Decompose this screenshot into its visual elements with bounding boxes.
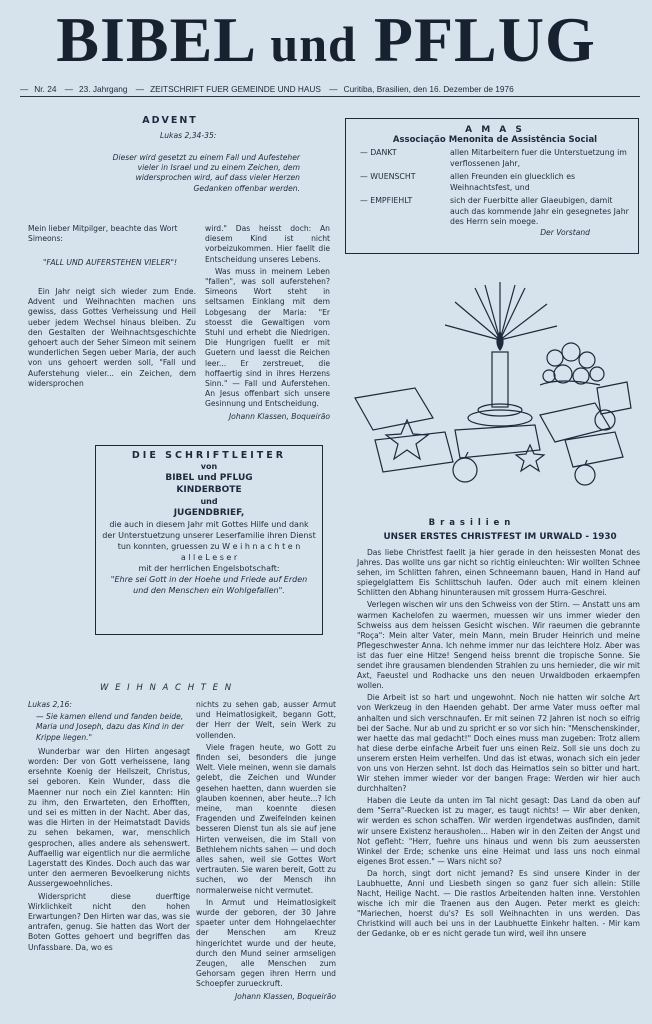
christfest-region: B r a s i l i e n (428, 518, 512, 528)
issue-number: Nr. 24 (34, 84, 57, 94)
weihnachten-reference: Lukas 2,16: (28, 700, 72, 709)
amas-row-key: — DANKT (360, 148, 397, 157)
christfest-p5: Da horch, singt dort nicht jemand? Es sind unsere Kinder in der Laubhuette, Anni und Liesbeth singen so ganz fuer sich allein: Stille Nacht, Heilige Nacht. — Die rastlos Arbeitenden halten inne. Verstohlen wische ich mir die Traenen aus den Augen. Peter merkt es gleich: "Mariechen, hoerst du's? Es soll Weihnachten in uns werden. Das Christkind will auch bei uns in der Laubhuette Einkehr halten. - Mir kam der Gedanke, ob er es nicht gerade tun wird, weil ihn unsere (357, 868, 640, 939)
schriftleiter-pub1: BIBEL und PFLUG (165, 473, 253, 483)
christfest-title: UNSER ERSTES CHRISTFEST IM URWALD - 1930 (383, 532, 617, 542)
christfest-p1: Das liebe Christfest faellt ja hier gerade in den heissesten Monat des Jahres. Das wollte uns gar nicht so richtig einleuchten: Wir wollten Schnee sehen, im Schlitten fahren, einen Schneemann bauen, Hand in Hand auf spiegelglattem Eis Schlittschuh laufen. Oder auch mit einem kleinen Schlitten den Abhang hinunterausen mit grossem Hurra-Geschrei. (357, 548, 640, 598)
masthead-bibel: BIBEL (56, 4, 254, 75)
amas-row-wuenscht (360, 172, 630, 193)
amas-row-text: allen Freunden ein gluecklich es Weihnachtsfest, und (450, 172, 576, 192)
weihnachten-col2-p2: Viele fragen heute, wo Gott zu finden sei, besonders die junge Welt. Viele meinen, wenn sie damals gelebt, die Zeichen und Wunder gesehen haetten, dann wuerden sie glauben koennen, aber heute...? Ich meine, man koennte diesen Fragenden und Zweifelnden keinen besseren Dienst tun als sie auf jene Hirten verweisen, die im Stall von Bethlehem nichts sahen — und doch alles sahen, weil sie Gottes Wort vertrauten. Sie waren bereit, Gott zu suchen, wo der Mensch ihn normalerweise nicht vermutet. (196, 742, 336, 895)
weihnachten-col2-p3: In Armut und Heimatlosigkeit wurde der geboren, der 30 Jahre spaeter unter dem Hohngelaechter der Menschen am Kreuz hingerichtet wurde und der heute, durch den Mund seiner armseligen Zeugen, alle Menschen zum Gehorsam gegen ihren Herrn und Schoepfer zurueckruft. (196, 897, 336, 989)
schriftleiter-body2: a l l e L e s e r (180, 553, 238, 562)
christmas-illustration (335, 280, 635, 505)
flowers-icon (540, 343, 604, 385)
advent-quote: Dieser wird gesetzt zu einem Fall und Aufesteher vieler in Israel und zu einem Zeichen, dem widersprochen wird, auf dass vieler Herzen Gedanken offenbar werden. (112, 153, 300, 193)
masthead (0, 4, 652, 76)
masthead-pflug: PFLUG (373, 4, 596, 75)
amas-row-key: — EMPFIEHLT (360, 196, 413, 205)
candle-icon (468, 332, 532, 426)
amas-signature: Der Vorstand (540, 227, 590, 237)
masthead-und: und (270, 16, 357, 72)
advent-motto: "FALL UND AUFERSTEHEN VIELER"! (42, 258, 178, 267)
advent-heading: ADVENT (142, 115, 198, 126)
advent-col2-p1: wird." Das heisst doch: An diesem Kind ist nicht vorbeizukommen. Hier faellt die Entscheidung unseres Lebens. (205, 224, 330, 264)
issue-subtitle: ZEITSCHRIFT FUER GEMEINDE UND HAUS (150, 84, 321, 94)
schriftleiter-body3: mit der herrlichen Engelsbotschaft: (138, 564, 280, 573)
weihnachten-col2-p1: nichts zu sehen gab, ausser Armut und Heimatlosigkeit, begann Gott, der Herr der Welt, sein Werk zu vollenden. (196, 700, 336, 740)
weihnachten-quote: — Sie kamen eilend und fanden beide, Maria und Joseph, dazu das Kind in der Krippe liegen." (36, 712, 184, 742)
amas-row-empfiehlt (360, 196, 630, 228)
weihnachten-col1-p2: Widerspricht diese duerftige Wirklichkeit nicht den hohen Erwartungen? Den Hirten war das, was sie antrafen, genug. Sie hatten das Wort der Boten Gottes gehoert und begriffen das Unfassbare. Da, wo es (28, 891, 190, 952)
amas-row-text: allen Mitarbeitern fuer die Unterstuetzung im verflossenen Jahr, (450, 148, 627, 168)
advent-col1 (28, 287, 196, 391)
christfest-p3: Die Arbeit ist so hart und ungewohnt. Noch nie hatten wir solche Art von Werkzeug in den Haenden gehabt. Der arme Vater muss oefter mal anhalten und sich verschnaufen. Er mit seinen 72 Jahren ist noch so eifrig bei der Sache. Nur ab und zu spricht er so vor sich hin: "Menschenskinder, wer haette das mal gedacht!" Doch eines muss man zugeben: Trotz allem hat diese derbe einfache Arbeit fuer uns einen Reiz. Soll sie uns doch zu unserem ersten Heim verhelfen. Und das ist etwas, wonach sich ein jeder von uns von Herzen sehnt. Ist doch das Heimatlos sein so bitter und hart. Wir stehen immer wieder vor der bangen Frage: Werden wir hier auch durchhalten? (357, 693, 640, 794)
star-rays (445, 282, 557, 340)
schriftleiter-pub2: KINDERBOTE (176, 485, 242, 495)
weihnachten-col2 (196, 700, 336, 1002)
amas-row-key: — WUENSCHT (360, 172, 416, 181)
amas-subtitle: Associação Menonita de Assistência Social (392, 135, 598, 145)
issue-place-date: Curitiba, Brasilien, den 16. Dezember de 1976 (343, 84, 514, 94)
amas-box (345, 118, 639, 254)
advent-salutation: Mein lieber Mitpilger, beachte das Wort Simeons: (28, 224, 178, 244)
schriftleiter-body1: die auch in diesem Jahr mit Gottes Hilfe und dank der Unterstuetzung unserer Leserfamilie ihren Dienst tun konnten, gruessen zu W e i h n a c h t e n (102, 520, 316, 551)
advent-col1-p1: Ein Jahr neigt sich wieder zum Ende. Advent und Weihnachten machen uns gewiss, dass Gottes Verheissung und Heil ueber jedem Wechsel hinaus bleiben. Zu den Gestalten der Weihnachtsgeschichte gehoert auch der Seher Simeon mit seinem wunderlichen Segen ueber Maria, der auch von uns gehoert werden soll, "Fall und Auferstehung vieler... ein Zeichen, dem widersprochen (28, 287, 196, 388)
advent-col2-p2: Was muss in meinem Leben "fallen", was soll auferstehen? Simeons Wort steht in seltsamen Einklang mit dem Lobgesang der Maria: "Er stoesst die Gewaltigen vom Stuhl und erhebt die Niedrigen. Die Hungrigen fuellt er mit Guetern und laesst die Reichen leer... Er zerstreuet, die hoffaertig sind in ihres Herzens Sinn." — Fall und Auferstehen. An Jesus offenbart sich unsere Gesinnung und Entscheidung. (205, 266, 330, 409)
amas-title: A M A S (465, 125, 525, 135)
christfest-p4: Haben die Leute da unten im Tal nicht gesagt: Das Land da oben auf dem "Serra"-Ruecken ist zu mager, es taugt nichts! — Wir aber denken, wir werden es schon schaffen. Wir werden irgendetwas ausfinden, damit wir unsere Existenz herausholen... Haben wir in den Zeiten der Angst und Not gefleht: "Herr, fuehre uns hinaus und wenn bis zum aeussersten Winkel der Erde; schenke uns eine Heimat und lass uns noch einmal eigenes Brot essen." — Wars nicht so? (357, 796, 640, 866)
star-decoration-icon (386, 420, 544, 471)
advent-signature: Johann Klassen, Boqueirão (228, 411, 330, 421)
issue-line: — Nr. 24 — 23. Jahrgang — ZEITSCHRIFT FUER GEMEINDE UND HAUS — Curitiba, Brasilien, den 16. Dezember de 1976 (20, 84, 640, 97)
schriftleiter-von: von (200, 462, 218, 471)
schriftleiter-und: und (200, 497, 218, 506)
amas-row-dankt (360, 148, 630, 169)
advent-reference: Lukas 2,34-35: (160, 131, 217, 140)
schriftleiter-quote: "Ehre sei Gott in der Hoehe und Friede auf Erden und den Menschen ein Wohlgefallen". (110, 575, 308, 595)
amas-row-text: sich der Fuerbitte aller Glaeubigen, damit auch das kommende Jahr ein gesegnetes Jahr des Herrn sein moege. (450, 196, 629, 226)
schriftleiter-box (95, 445, 323, 635)
advent-col2 (205, 224, 330, 422)
weihnachten-col1 (28, 700, 190, 955)
weihnachten-signature: Johann Klassen, Boqueirão (234, 991, 336, 1001)
schriftleiter-pub3: JUGENDBRIEF, (173, 508, 245, 518)
weihnachten-col1-p1: Wunderbar war den Hirten angesagt worden: Der von Gott verheissene, lang ersehnte Koenig der Heilszeit, Christus, sei geboren. Kein Wunder, dass die Maenner nur noch ein Ziel kannten: Hin zu ihm, den Erwarteten, den Erhofften, und sei es mitten in der Nacht. Aber das, was die Hirten in der Heimatstadt Davids zu sehen bekamen, war, menschlich gesprochen, alles andere als sehenswert. Auffaellig war eigentlich nur die aermliche Lagerstatt des Kindes. Doch auch das war unter den aermeren Bevoelkerung nichts Aussergewoehnliches. (28, 746, 190, 889)
issue-volume: 23. Jahrgang (79, 84, 128, 94)
weihnachten-heading: W E I H N A C H T E N (100, 683, 234, 693)
christfest-p2: Verlegen wischen wir uns den Schweiss von der Stirn. — Anstatt uns am warmen Kachelofen zu waermen, muessen wir uns immer wieder den Schweiss aus dem heissen Gesicht wischen. Wir raeumen die gebrannte "Roça": Mein alter Vater, mein Mann, mein Bruder Heinrich und meine Pflegeschwester Anna. Ich nehme immer nur das leichtere Holz. Aber was ist das fuer eine Hitze! Sengend heiss brennt die tropische Sonne. Sie sendet ihre grausamen blendenden Strahlen zu uns hernieder, die wir mit Axt, Faeustel und Rodhacke uns den neuen Urwaldboden erkaempfen wollen. (357, 600, 641, 691)
schriftleiter-title: DIE SCHRIFTLEITER (131, 450, 287, 461)
apple-icon (453, 410, 615, 485)
christfest-body (357, 548, 640, 942)
